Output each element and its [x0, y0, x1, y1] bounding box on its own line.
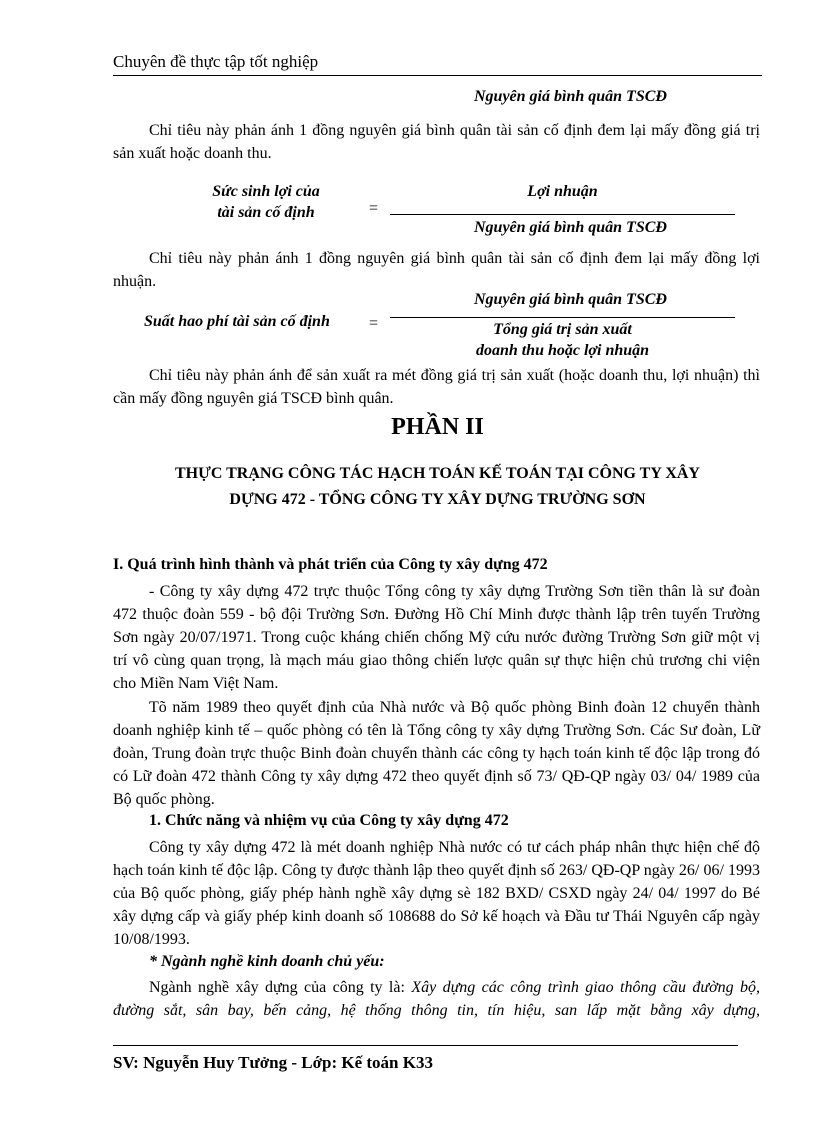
part-title: PHẦN II [391, 414, 484, 440]
paragraph-3: Chỉ tiêu này phản ánh để sản xuất ra mét đồng giá trị sản xuất (hoặc doanh thu, lợi nhuận) thì cần mấy đồng nguyên giá TSCĐ bình quân. [113, 367, 760, 407]
formula-1-label [186, 181, 346, 223]
section-title-line2: DỰNG 472 - TỔNG CÔNG TY XÂY DỰNG TRƯỜNG SƠN [229, 491, 646, 508]
formula-2-numerator: Nguyên giá bình quân TSCĐ [474, 291, 667, 308]
paragraph-2: Chỉ tiêu này phản ánh 1 đồng nguyên giá bình quân tài sản cố định đem lại mấy đồng lợi nhuận. [113, 250, 760, 290]
section-title-line1: THỰC TRẠNG CÔNG TÁC HẠCH TOÁN KẾ TOÁN TẠI CÔNG TY XÂY [175, 465, 700, 482]
formula-2-denominator-line2: doanh thu hoặc lợi nhuận [475, 342, 650, 359]
heading-section-I: I. Quá trình hình thành và phát triển của Công ty xây dựng 472 [113, 556, 548, 573]
formula-1-fraction-bar [390, 214, 735, 215]
formula-1-label-line1: Sức sinh lợi của [212, 183, 320, 200]
paragraph-7-italic: Xây dựng các công trình giao thông cầu đường bộ, đường sắt, sân bay, bến cảng, hệ thống thông tin, tín hiệu, san lấp mặt bằng xây dựng, [113, 979, 761, 1019]
formula-2-denominator-line1: Tổng giá trị sản xuất [493, 321, 632, 338]
paragraph-7 [113, 976, 760, 1022]
heading-subsection-1: 1. Chức năng và nhiệm vụ của Công ty xây dựng 472 [149, 812, 509, 829]
page-footer: SV: Nguyễn Huy Tưởng - Lớp: Kế toán K33 [113, 1053, 433, 1072]
subheading-business-lines: * Ngành nghề kinh doanh chủ yếu: [149, 953, 385, 970]
paragraph-7-prefix: Ngành nghề xây dựng của công ty là: [149, 979, 412, 996]
formula-1-label-line2: tài sản cố định [217, 204, 315, 221]
paragraph-1: Chỉ tiêu này phản ánh 1 đồng nguyên giá bình quân tài sản cố định đem lại mấy đồng giá trị sản xuất hoặc doanh thu. [113, 122, 760, 162]
formula-1-numerator: Lợi nhuận [527, 183, 598, 200]
formula-2-denominator [390, 319, 735, 361]
formula-2-label: Suất hao phí tài sản cố định [144, 313, 330, 330]
section-title [113, 461, 762, 513]
formula-1-equals: = [369, 200, 379, 217]
footer-divider [113, 1045, 738, 1046]
formula-denominator-carryover: Nguyên giá bình quân TSCĐ [474, 88, 667, 105]
paragraph-5: Tõ năm 1989 theo quyết định của Nhà nước và Bộ quốc phòng Binh đoàn 12 chuyển thành doanh nghiệp kinh tế – quốc phòng có tên là Tổng công ty xây dựng Trường Sơn. Các Sư đoàn, Lữ đoàn, Trung đoàn trực thuộc Binh đoàn chuyển thành các công ty hạch toán kinh tế độc lập trong đó có Lữ đoàn 472 thành Công ty xây dựng 472 theo quyết định số 73/ QĐ-QP ngày 03/ 04/ 1989 của Bộ quốc phòng. [113, 699, 760, 808]
formula-2-fraction-bar [390, 317, 735, 318]
paragraph-4: - Công ty xây dựng 472 trực thuộc Tổng công ty xây dựng Trường Sơn tiền thân là sư đoàn 472 thuộc đoàn 559 - bộ đội Trường Sơn. Đường Hồ Chí Minh được thành lập trên tuyến Trường Sơn ngày 20/07/1971. Trong cuộc kháng chiến chống Mỹ cứu nước đường Trường Sơn giữ một vị trí vô cùng quan trọng, là mạch máu giao thông chiến lược quân sự thực hiện chủ trương chi viện cho Miền Nam Việt Nam. [113, 583, 760, 692]
page-header: Chuyên đề thực tập tốt nghiệp [113, 52, 319, 71]
header-divider [113, 75, 762, 76]
formula-2-equals: = [369, 315, 379, 332]
formula-1-denominator: Nguyên giá bình quân TSCĐ [474, 219, 667, 236]
paragraph-6: Công ty xây dựng 472 là mét doanh nghiệp Nhà nước có tư cách pháp nhân thực hiện chế độ hạch toán kinh tế độc lập. Công ty được thành lập theo quyết định số 263/ QĐ-QP ngày 26/ 06/ 1993 của Bộ quốc phòng, giấy phép hành nghề xây dựng sè 182 BXD/ CSXD ngày 24/ 04/ 1997 do Bé xây dựng cấp và giấy phép kinh doanh số 108688 do Sở kế hoạch và Đầu tư Thái Nguyên cấp ngày 10/08/1993. [113, 839, 760, 948]
